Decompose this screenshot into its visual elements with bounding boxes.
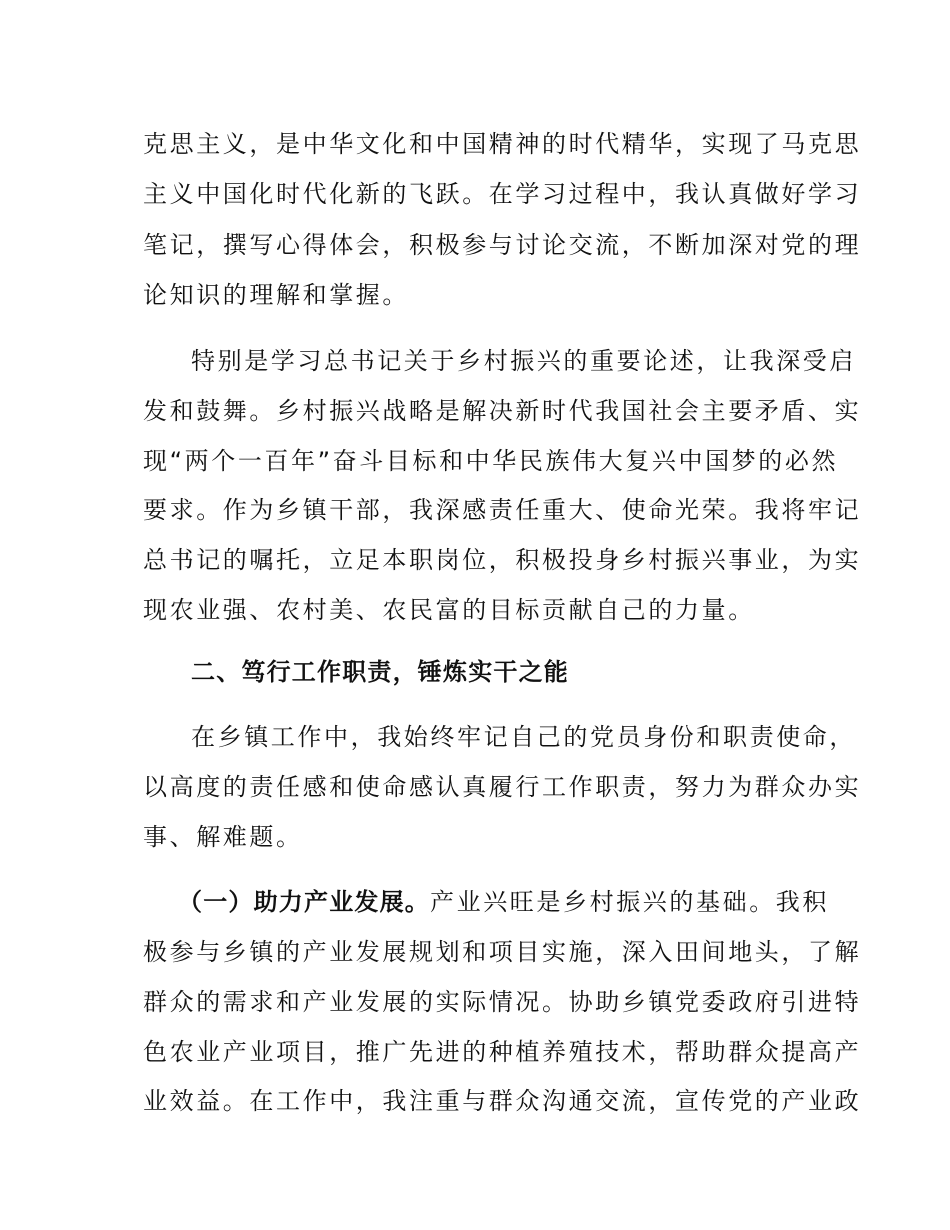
- paragraph-line: 群众的需求和产业发展的实际情况。协助乡镇党委政府引进特: [143, 988, 862, 1016]
- paragraph-line: 色农业产业项目，推广先进的种植养殖技术，帮助群众提高产: [143, 1038, 862, 1066]
- paragraph-line: 克思主义，是中华文化和中国精神的时代精华，实现了马克思: [143, 130, 862, 158]
- subsection-first-line: [178, 885, 829, 919]
- paragraph-line: 论知识的理解和掌握。: [143, 281, 409, 309]
- paragraph-line: 要求。作为乡镇干部，我深感责任重大、使命光荣。我将牢记: [143, 496, 862, 524]
- paragraph-line: 现“两个一百年”奋斗目标和中华民族伟大复兴中国梦的必然: [143, 447, 839, 475]
- paragraph-line: 现农业强、农村美、农民富的目标贡献自己的力量。: [143, 596, 755, 624]
- paragraph-line: 极参与乡镇的产业发展规划和项目实施，深入田间地头，了解: [143, 938, 862, 966]
- paragraph-line: 总书记的嘱托，立足本职岗位，积极投身乡村振兴事业，为实: [143, 546, 862, 574]
- paragraph-line: 笔记，撰写心得体会，积极参与讨论交流，不断加深对党的理: [143, 231, 862, 259]
- subsection-title: （一）助力产业发展。: [178, 888, 430, 916]
- paragraph-line: 事、解难题。: [143, 823, 303, 851]
- paragraph-line: 主义中国化时代化新的飞跃。在学习过程中，我认真做好学习: [143, 180, 862, 208]
- paragraph-line: 在乡镇工作中，我始终牢记自己的党员身份和职责使命，: [191, 723, 856, 751]
- section-heading: 二、笃行工作职责，锤炼实干之能: [191, 658, 569, 686]
- paragraph-line: 特别是学习总书记关于乡村振兴的重要论述，让我深受启: [191, 347, 856, 375]
- paragraph-line: 以高度的责任感和使命感认真履行工作职责，努力为群众办实: [143, 773, 862, 801]
- paragraph-line: 发和鼓舞。乡村振兴战略是解决新时代我国社会主要矛盾、实: [143, 397, 862, 425]
- subsection-first-line-text: 产业兴旺是乡村振兴的基础。我积: [430, 888, 829, 916]
- paragraph-line: 业效益。在工作中，我注重与群众沟通交流，宣传党的产业政: [143, 1087, 862, 1115]
